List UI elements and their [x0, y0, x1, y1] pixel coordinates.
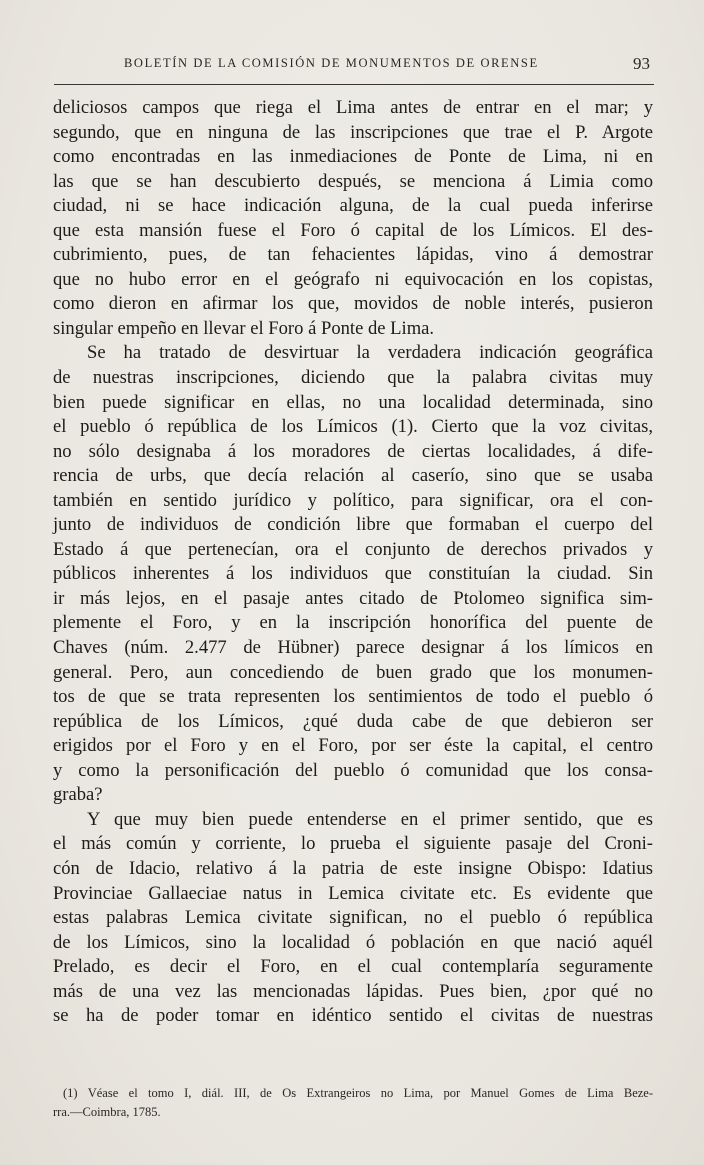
body-text-line: públicos inherentes á los individuos que constituían la ciudad. Sin — [53, 563, 653, 585]
body-text-line: de nuestras inscripciones, diciendo que la palabra civitas muy — [53, 367, 653, 389]
body-text-line: general. Pero, aun concediendo de buen grado que los monumen- — [53, 661, 653, 683]
body-text-line: rencia de urbs, que decía relación al caserío, sino que se usaba — [53, 465, 653, 487]
body-text — [53, 96, 653, 1029]
body-text-line: junto de individuos de condición libre que formaban el cuerpo del — [53, 514, 653, 536]
body-text-line: ciudad, ni se hace indicación alguna, de la cual pueda inferirse — [53, 195, 653, 217]
body-text-line: tos de que se trata representen los sentimientos de todo el pueblo ó — [53, 686, 653, 708]
body-text-line: Estado á que pertenecían, ora el conjunto de derechos privados y — [53, 538, 653, 560]
body-text-line: bien puede significar en ellas, no una localidad determinada, sino — [53, 391, 653, 413]
body-text-line: singular empeño en llevar el Foro á Ponte de Lima. — [53, 317, 435, 339]
body-text-line: cón de Idacio, relativo á la patria de este insigne Obispo: Idatius — [53, 857, 653, 879]
body-text-line: el más común y corriente, lo prueba el siguiente pasaje del Croni- — [53, 833, 653, 855]
body-text-line: Chaves (núm. 2.477 de Hübner) parece designar á los límicos en — [53, 637, 653, 659]
page-number: 93 — [633, 54, 650, 73]
body-text-line: no sólo designaba á los moradores de ciertas localidades, á dife- — [53, 440, 653, 462]
body-text-line: como dieron en afirmar los que, movidos de noble interés, pusieron — [53, 293, 653, 315]
body-text-line: y como la personificación del pueblo ó comunidad que los consa- — [53, 759, 653, 781]
footnote-line: (1) Véase el tomo I, diál. III, de Os Extrangeiros no Lima, por Manuel Gomes de Lima Beze- — [63, 1086, 653, 1100]
body-text-line: como encontradas en las inmediaciones de Ponte de Lima, ni en — [53, 146, 653, 168]
body-text-line: más de una vez las mencionadas lápidas. Pues bien, ¿por qué no — [53, 980, 653, 1002]
page-header — [54, 52, 654, 78]
body-text-line: se ha de poder tomar en idéntico sentido el civitas de nuestras — [53, 1005, 653, 1027]
body-text-line: las que se han descubierto después, se menciona á Limia como — [53, 170, 653, 192]
body-text-line: cubrimiento, pues, de tan fehacientes lápidas, vino á demostrar — [53, 244, 653, 266]
body-text-line: que no hubo error en el geógrafo ni equivocación en los copistas, — [53, 268, 653, 290]
footnote — [53, 1084, 653, 1122]
body-text-line: erigidos por el Foro y en el Foro, por ser éste la capital, el centro — [53, 735, 653, 757]
running-title: BOLETÍN DE LA COMISIÓN DE MONUMENTOS DE ORENSE — [124, 56, 539, 70]
body-text-line: el pueblo ó república de los Límicos (1). Cierto que la voz civitas, — [53, 416, 653, 438]
body-text-line: graba? — [53, 784, 103, 806]
body-text-line: que esta mansión fuese el Foro ó capital de los Límicos. El des- — [53, 219, 653, 241]
body-text-line: también en sentido jurídico y político, para significar, ora el con- — [53, 489, 653, 511]
footnote-line: rra.—Coimbra, 1785. — [53, 1105, 161, 1119]
body-text-line: república de los Límicos, ¿qué duda cabe de que debieron ser — [53, 710, 653, 732]
body-text-line: de los Límicos, sino la localidad ó población en que nació aquél — [53, 931, 653, 953]
body-text-line: deliciosos campos que riega el Lima antes de entrar en el mar; y — [53, 97, 653, 118]
body-text-line: segundo, que en ninguna de las inscripciones que trae el P. Argote — [53, 121, 653, 143]
body-text-line: estas palabras Lemica civitate significan, no el pueblo ó república — [53, 907, 653, 929]
header-rule — [54, 84, 654, 85]
body-text-line: plemente el Foro, y en la inscripción honorífica del puente de — [53, 612, 653, 634]
body-text-line: Provinciae Gallaeciae natus in Lemica civitate etc. Es evidente que — [53, 882, 653, 904]
body-text-line: Se ha tratado de desvirtuar la verdadera indicación geográfica — [87, 342, 653, 364]
body-text-line: Y que muy bien puede entenderse en el primer sentido, que es — [87, 808, 653, 830]
body-text-line: ir más lejos, en el pasaje antes citado de Ptolomeo significa sim- — [53, 587, 653, 609]
body-text-line: Prelado, es decir el Foro, en el cual contemplaría seguramente — [53, 956, 653, 978]
